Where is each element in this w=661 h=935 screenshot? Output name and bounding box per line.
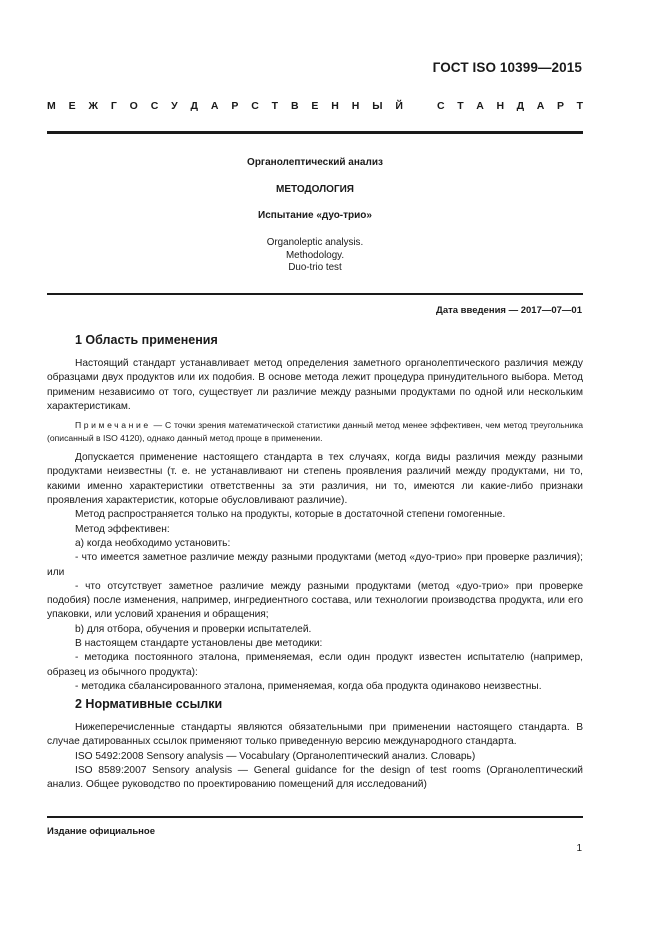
top-rule <box>47 131 583 134</box>
banner-right-letter: Р <box>556 100 564 112</box>
banner-left <box>47 100 403 112</box>
paragraph: Метод распространяется только на продукты, которые в достаточной степени гомогенные. <box>75 509 506 521</box>
banner-left-letter: С <box>150 100 159 112</box>
paragraph: Допускается применение настоящего стандарта в тех случаях, когда виды различия между разными продуктами неизвестны (т. е. не устанавливают ни степень проявления различий между продуктами, ни то, какими именно характеристики ответственны за эти различия, ни то, имеются ли какие-либо признаки проявления характеристик, которые обусловливают различие). <box>47 452 583 507</box>
note <box>47 419 583 445</box>
banner-left-letter: Т <box>271 100 279 112</box>
note-text: — С точки зрения математической статистики данный метод менее эффективен, чем метод треугольника (описанный в ISO 4120), однако данный метод проще в применении. <box>47 420 583 444</box>
list-item: а) когда необходимо установить: <box>75 537 231 549</box>
banner-right <box>437 100 583 112</box>
banner-right-letter: Т <box>457 100 464 112</box>
paragraph: Метод эффективен: <box>75 523 170 535</box>
title-main: МЕТОДОЛОГИЯ <box>276 184 354 195</box>
standard-banner <box>47 100 583 112</box>
banner-left-letter: Е <box>311 100 319 112</box>
banner-left-letter: У <box>171 100 178 112</box>
official-edition-label: Издание официальное <box>47 826 155 837</box>
footer-rule <box>47 816 583 818</box>
banner-right-letter: Д <box>516 100 525 112</box>
banner-left-letter: Н <box>351 100 360 112</box>
banner-left-letter: Р <box>231 100 239 112</box>
banner-left-letter: Н <box>331 100 339 112</box>
banner-left-letter: М <box>47 100 56 112</box>
note-label: Примечание <box>75 420 151 431</box>
section-2-heading: 2 Нормативные ссылки <box>75 697 223 711</box>
standard-number: ГОСТ ISO 10399—2015 <box>432 60 582 75</box>
banner-left-letter: Й <box>395 100 403 112</box>
list-item: - что отсутствует заметное различие между разными продуктами (метод «дуо-трио» при проверке подобия) после изменения, например, ингредиентного состава, или технологии производства продукта, или его упаковки, или условий хранения и обращения; <box>47 580 583 621</box>
list-item: - методика постоянного эталона, применяемая, если один продукт известен испытателю (например, образец из обычного продукта): <box>47 652 583 678</box>
paragraph: Нижеперечисленные стандарты являются обязательными при применении настоящего стандарта. В случае датированных ссылок применяют только приведенную версию международного стандарта. <box>47 722 583 748</box>
section-1-heading: 1 Область применения <box>75 333 218 347</box>
banner-right-letter: А <box>476 100 484 112</box>
banner-right-letter: С <box>437 100 445 112</box>
banner-left-letter: Е <box>68 100 76 112</box>
title-category: Органолептический анализ <box>247 157 383 168</box>
banner-left-letter: С <box>251 100 259 112</box>
list-item: - методика сбалансированного эталона, применяемая, когда оба продукта одинаково неизвестны. <box>75 680 542 692</box>
banner-right-letter: А <box>536 100 545 112</box>
title-sub: Испытание «дуо-трио» <box>258 210 372 221</box>
banner-right-letter: Т <box>576 100 583 112</box>
paragraph: В настоящем стандарте установлены две методики: <box>75 638 323 650</box>
list-item: - что имеется заметное различие между разными продуктами (метод «дуо-трио» при проверке различия); или <box>47 552 583 578</box>
paragraph: Настоящий стандарт устанавливает метод определения заметного органолептического различия между образцами двух продуктов или их подобия. В основе метода лежит процедура принудительного выбора. Метод применим независимо от того, существует ли различие между разными продуктами по одной или нескольким характеристикам. <box>47 358 583 412</box>
title-en-line: Organoleptic analysis. <box>266 237 364 248</box>
banner-left-letter: О <box>129 100 138 112</box>
banner-left-letter: Д <box>190 100 199 112</box>
title-en-line: Methodology. <box>285 249 345 261</box>
introduction-date: Дата введения — 2017—07—01 <box>436 305 582 316</box>
section-2-body <box>47 721 583 792</box>
title-en-line: Duo-trio test <box>288 262 342 274</box>
banner-left-letter: Ы <box>372 100 383 112</box>
reference-item: ISO 5492:2008 Sensory analysis — Vocabulary (Органолептический анализ. Словарь) <box>75 750 476 762</box>
banner-right-letter: Н <box>496 100 505 112</box>
banner-left-letter: Г <box>110 100 117 112</box>
title-rule <box>47 293 583 295</box>
list-item: b) для отбора, обучения и проверки испытателей. <box>75 623 312 635</box>
section-1-body <box>47 357 583 694</box>
banner-left-letter: В <box>290 100 299 112</box>
banner-left-letter: А <box>210 100 219 112</box>
title-english <box>47 237 583 275</box>
page-number: 1 <box>576 843 582 854</box>
banner-left-letter: Ж <box>88 100 98 112</box>
reference-item: ISO 8589:2007 Sensory analysis — General guidance for the design of test rooms (Органолептический анализ. Общее руководство по проектированию помещений для исследований) <box>47 764 583 791</box>
